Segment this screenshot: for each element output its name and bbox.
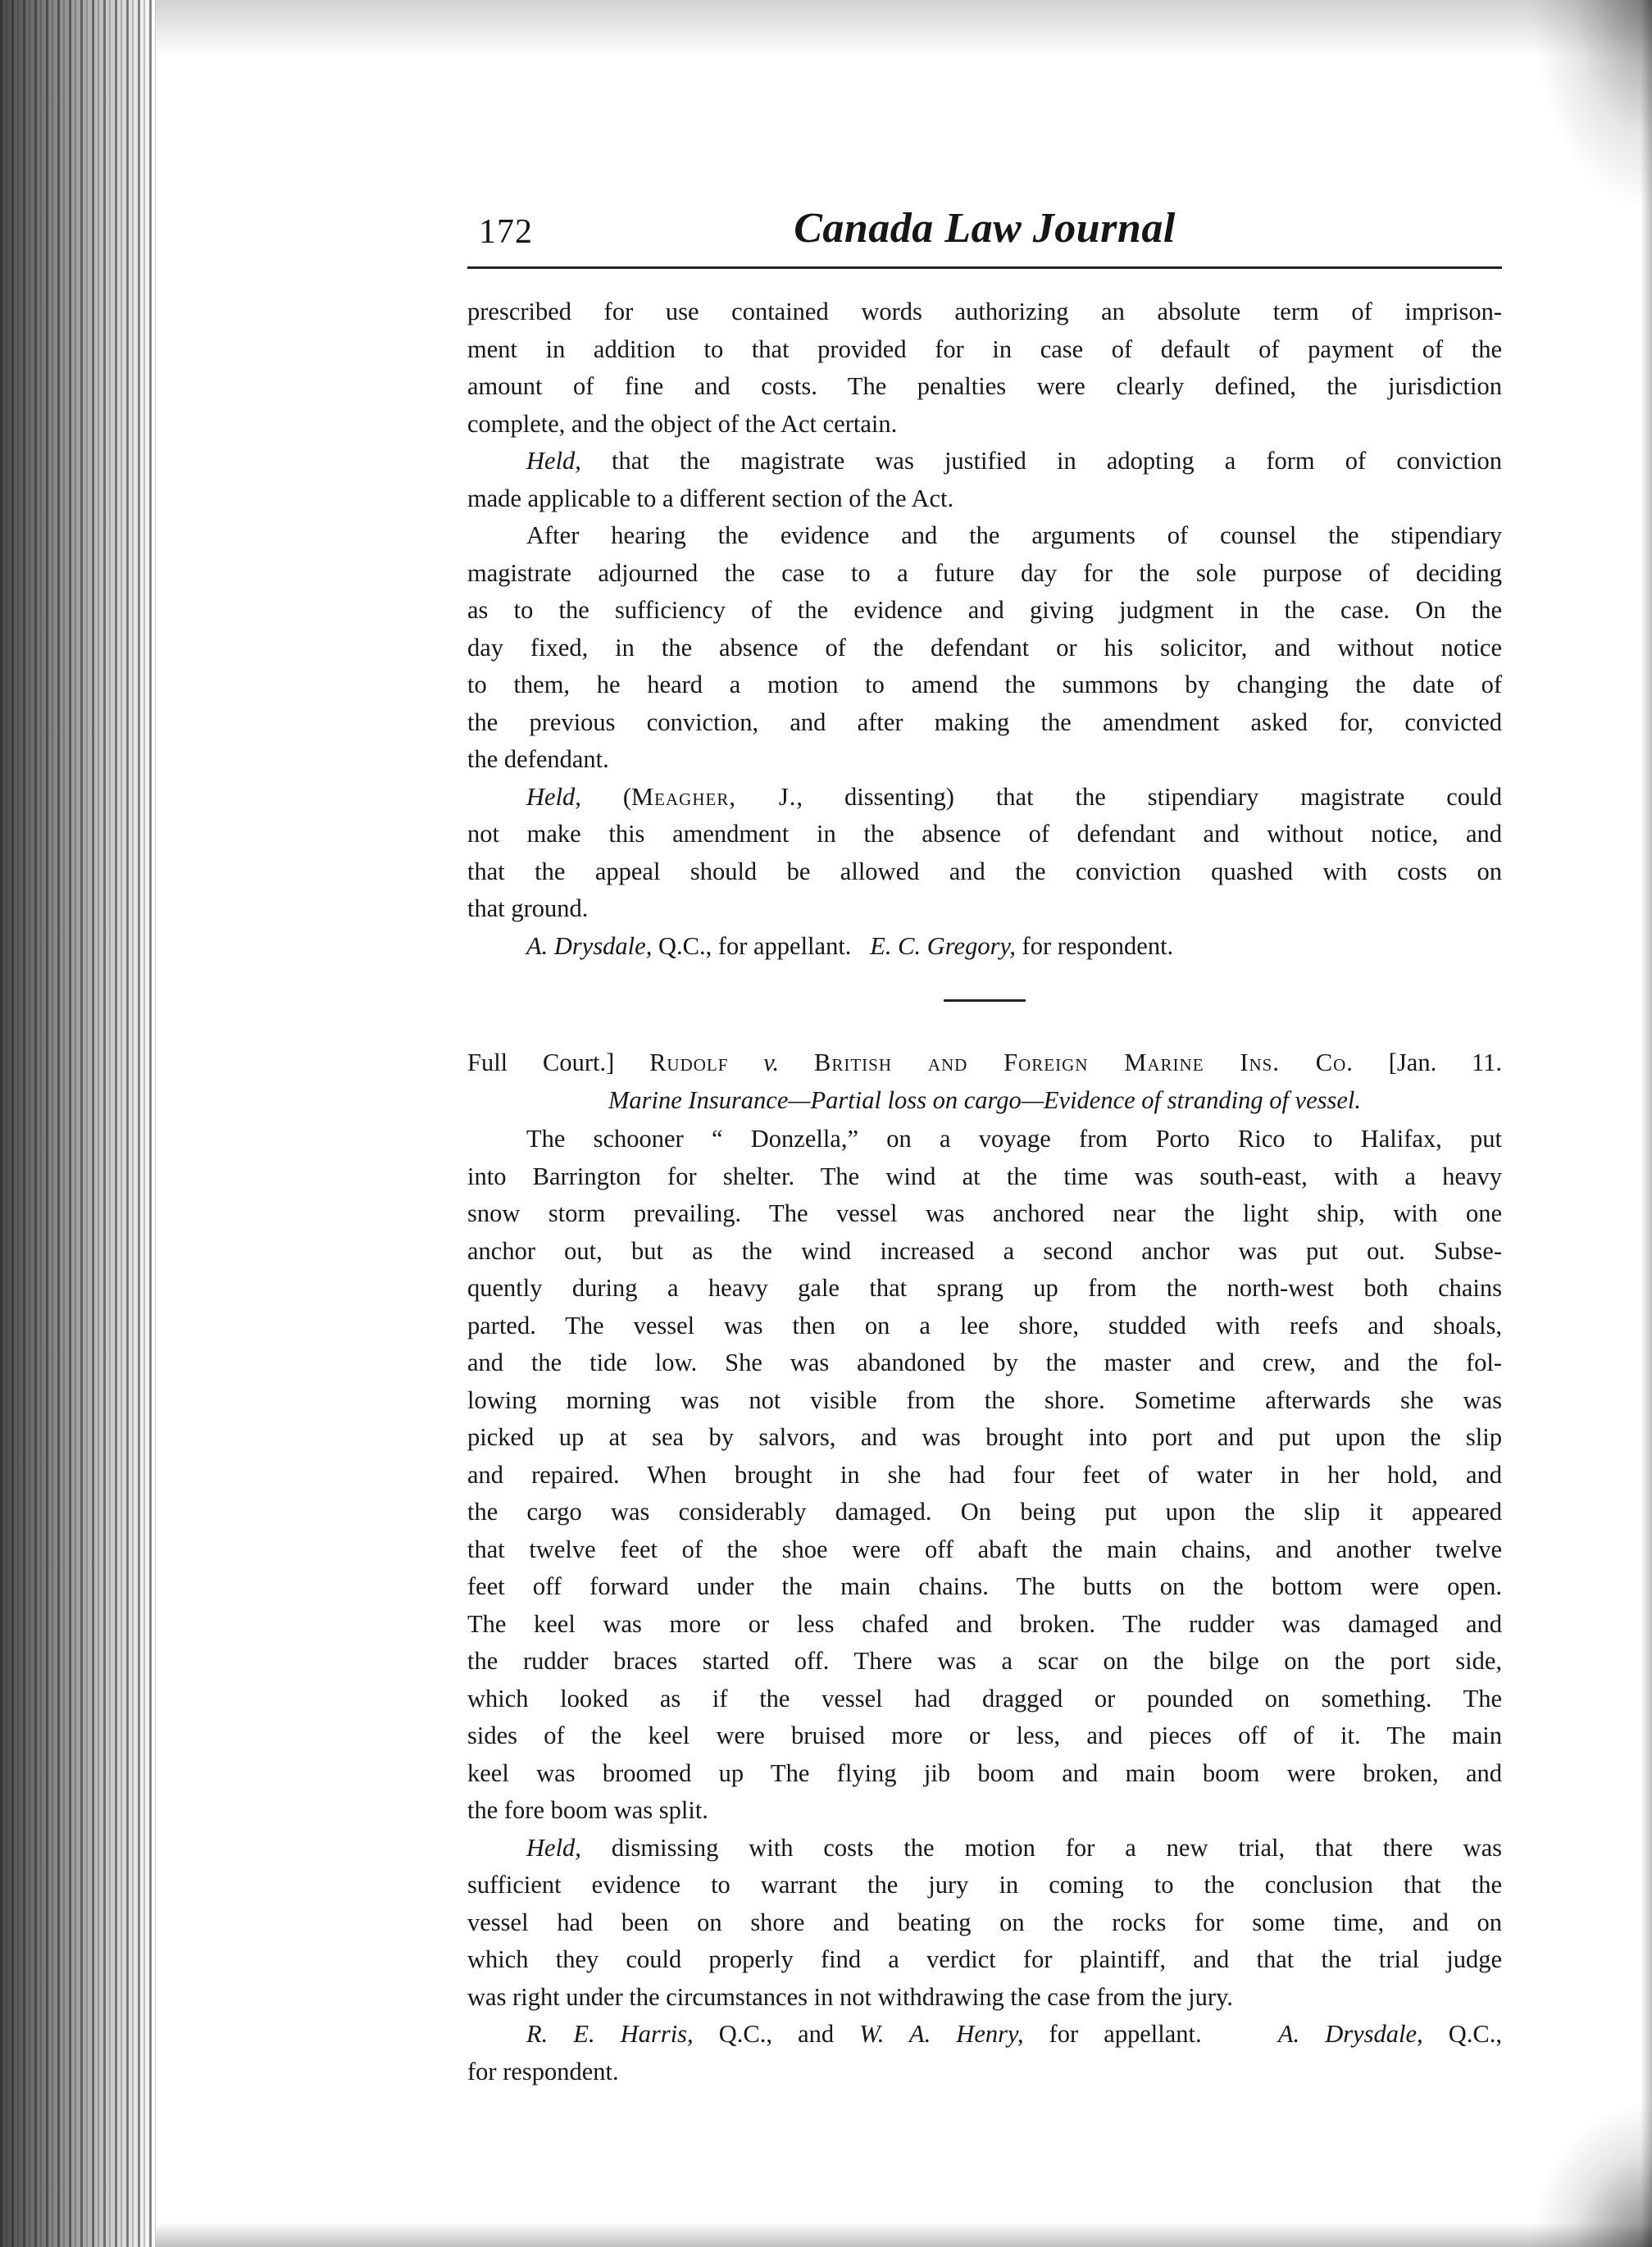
running-head [467,205,1502,269]
case-date: [Jan. 11. [1388,1048,1503,1076]
case-subject: Marine Insurance—Partial loss on cargo—Evidence of stranding of vessel. [608,1085,1361,1114]
counsel-line-2: R. E. Harris, Q.C., and W. A. Henry, for appellant. A. Drysdale, Q.C., for respondent. [467,2020,1502,2086]
paragraph-held-3: Held, dismissing with costs the motion for a new trial, that there was sufficient evidence to warrant the jury in coming to the conclusion that the vessel had been on shore and beating on the rocks for some time, and on which they could properly find a verdict for plaintiff, and that the trial judge was right under the circumstances in not withdrawing the case from the jury. [467,1833,1502,2011]
scan-corner-bottom-right [1529,2099,1652,2247]
scan-right-shadow [1641,0,1652,2247]
scan-bottom-shadow [156,2222,1652,2247]
scan-binding-edge [0,0,156,2247]
case-party-plaintiff: Rudolf [649,1048,729,1076]
paragraph-held-1: Held, that the magistrate was justified in adopting a form of conviction made applicable to a different section of the Act. [467,447,1502,512]
scan-corner-top-right [1529,0,1652,213]
journal-title: Canada Law Journal [794,205,1176,252]
case-header: Full Court.] Rudolf v. British and Foreign Marine Ins. Co. [Jan. 11. [467,1048,1503,1076]
counsel-line-1: A. Drysdale, Q.C., for appellant. E. C. Gregory, for respondent. [526,931,1174,960]
case-party-defendant: British and Foreign Marine Ins. Co. [814,1048,1354,1076]
body-text [467,293,1502,2090]
scan-top-shadow [156,0,1652,57]
court-label: Full Court.] [467,1048,615,1076]
document-page [467,205,1503,2090]
page-number: 172 [479,213,533,251]
paragraph-held-2: Held, (Meagher, J., dissenting) that the stipendiary magistrate could not make this amendment in the absence of defendant and without notice, and that the appeal should be allowed and the conviction quashed with costs on that ground. [467,782,1502,922]
paragraph-statute-form: prescribed for use contained words authorizing an absolute term of imprison- ment in addition to that provided for in case of default of payment of the amount of fine and costs. The penalties were clearly defined, the jurisdiction complete, and the object of the Act certain. [467,298,1502,438]
section-divider [944,999,1026,1002]
paragraph-hearing: After hearing the evidence and the arguments of counsel the stipendiary magistrate adjourned the case to a future day for the sole purpose of deciding as to the sufficiency of the evidence and giving judgment in the case. On the day fixed, in the absence of the defendant or his solicitor, and without notice to them, he heard a motion to amend the summons by changing the date of the previous conviction, and after making the amendment asked for, convicted the defendant. [467,521,1502,773]
paragraph-schooner-facts: The schooner “ Donzella,” on a voyage from Porto Rico to Halifax, put into Barrington for shelter. The wind at the time was south-east, with a heavy snow storm prevailing. The vessel was anchored near the light ship, with one anchor out, but as the wind increased a second anchor was put out. Subse- quently during a heavy gale that sprang up from the north-west both chains parted. The vessel was then on a lee shore, studded with reefs and shoals, and the tide low. She was abandoned by the master and crew, and the fol- lowing morning was not visible from the shore. Sometime afterwards she was picked up at sea by salvors, and was brought into port and put upon the slip and repaired. When brought in she had four feet of water in her hold, and the cargo was considerably damaged. On being put upon the slip it appeared that twelve feet of the shoe were off abaft the main chains, and another twelve feet off forward under the main chains. The butts on the bottom were open. The keel was more or less chafed and broken. The rudder was damaged and the rudder braces started off. There was a scar on the bilge on the port side, which looked as if the vessel had dragged or pounded on something. The sides of the keel were bruised more or less, and pieces off of it. The main keel was broomed up The flying jib boom and main boom were broken, and the fore boom was split. [467,1125,1502,1824]
